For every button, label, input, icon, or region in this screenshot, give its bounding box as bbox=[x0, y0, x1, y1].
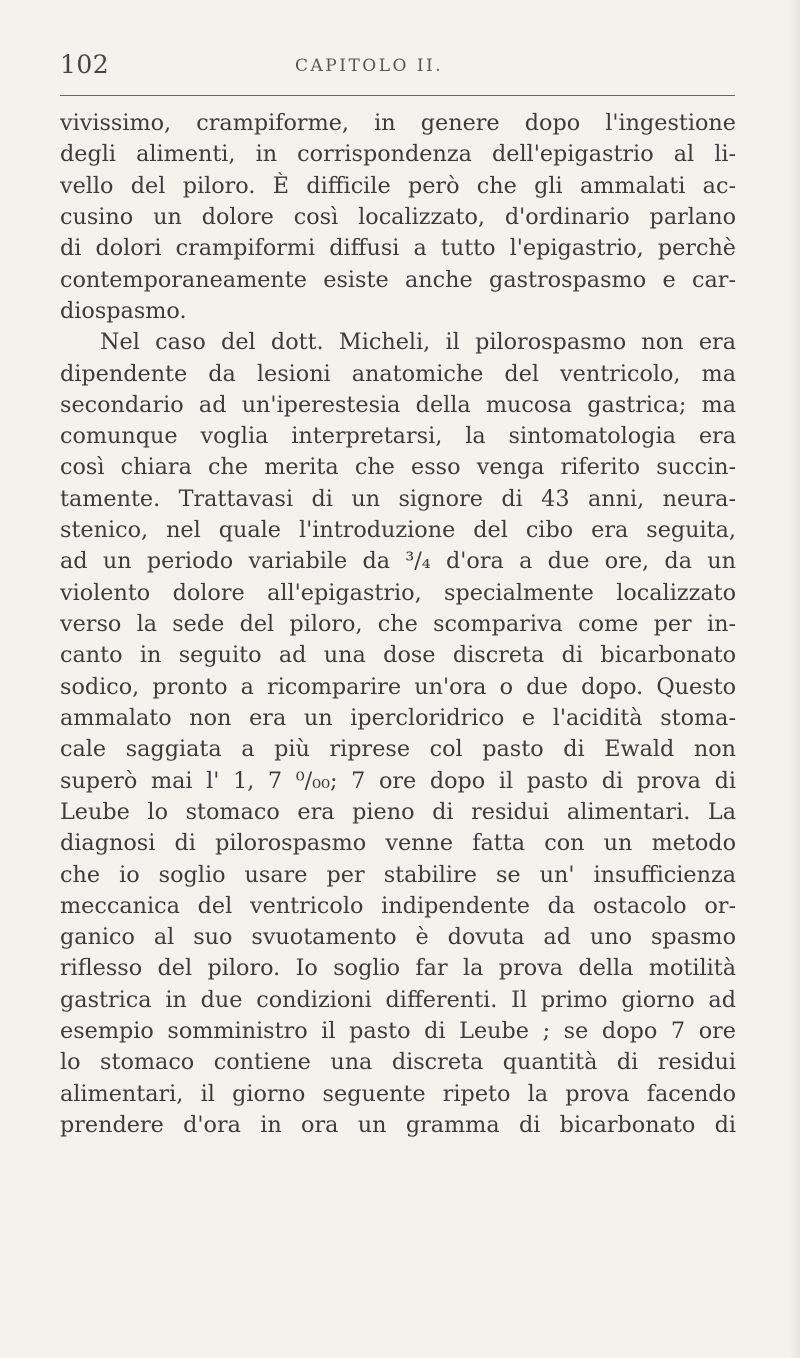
text-line: che io soglio usare per stabilire se un' insufficienza bbox=[60, 861, 736, 888]
text-line: ad un periodo variabile da ³/₄ d'ora a due ore, da un bbox=[60, 548, 736, 575]
body-text bbox=[60, 108, 736, 1141]
text-line: ammalato non era un ipercloridrico e l'acidità stoma- bbox=[60, 704, 736, 731]
text-line: verso la sede del piloro, che scompariva come per in- bbox=[60, 611, 736, 637]
text-line: sodico, pronto a ricomparire un'ora o due dopo. Questo bbox=[60, 673, 736, 700]
text-line: prendere d'ora in ora un gramma di bicarbonato di bbox=[60, 1112, 736, 1138]
text-line: canto in seguito ad una dose discreta di bicarbonato bbox=[60, 642, 736, 669]
text-line: vivissimo, crampiforme, in genere dopo l'ingestione bbox=[60, 110, 736, 136]
text-line: diospasmo. bbox=[60, 297, 187, 324]
text-line: degli alimenti, in corrispondenza dell'epigastrio al li- bbox=[60, 141, 736, 168]
page-number: 102 bbox=[60, 50, 110, 79]
text-line: esempio somministro il pasto di Leube ; se dopo 7 ore bbox=[60, 1018, 736, 1045]
text-line: dipendente da lesioni anatomiche del ventricolo, ma bbox=[60, 360, 736, 387]
running-head: CAPITOLO II. bbox=[295, 56, 444, 76]
text-line: lo stomaco contiene una discreta quantità di residui bbox=[60, 1049, 736, 1076]
text-line: gastrica in due condizioni differenti. Il primo giorno ad bbox=[60, 986, 736, 1013]
text-line: diagnosi di pilorospasmo venne fatta con un metodo bbox=[60, 830, 736, 857]
text-line: secondario ad un'iperestesia della mucosa gastrica; ma bbox=[60, 391, 736, 418]
header-rule bbox=[60, 95, 735, 96]
text-line: superò mai l' 1, 7 ⁰/₀₀; 7 ore dopo il pasto di prova di bbox=[60, 767, 736, 794]
text-line: violento dolore all'epigastrio, specialmente localizzato bbox=[60, 579, 736, 606]
page-header bbox=[60, 50, 720, 86]
text-line: alimentari, il giorno seguente ripeto la prova facendo bbox=[60, 1080, 736, 1107]
text-line: così chiara che merita che esso venga riferito succin- bbox=[60, 454, 736, 481]
text-line: comunque voglia interpretarsi, la sintomatologia era bbox=[60, 423, 736, 450]
text-line: cusino un dolore così localizzato, d'ordinario parlano bbox=[60, 203, 736, 230]
text-line: Nel caso del dott. Micheli, il pilorospasmo non era bbox=[100, 329, 736, 356]
text-line: riflesso del piloro. Io soglio far la prova della motilità bbox=[60, 955, 736, 982]
text-line: ganico al suo svuotamento è dovuta ad uno spasmo bbox=[60, 924, 736, 951]
text-line: vello del piloro. È difficile però che gli ammalati ac- bbox=[60, 172, 736, 199]
text-line: di dolori crampiformi diffusi a tutto l'epigastrio, perchè bbox=[60, 235, 736, 262]
text-line: Leube lo stomaco era pieno di residui alimentari. La bbox=[60, 798, 736, 825]
page-edge-shadow bbox=[788, 0, 800, 1358]
text-line: contemporaneamente esiste anche gastrospasmo e car- bbox=[60, 266, 736, 293]
text-line: tamente. Trattavasi di un signore di 43 anni, neura- bbox=[60, 485, 736, 512]
text-line: meccanica del ventricolo indipendente da ostacolo or- bbox=[60, 892, 736, 919]
text-line: stenico, nel quale l'introduzione del cibo era seguita, bbox=[60, 517, 736, 544]
text-line: cale saggiata a più riprese col pasto di Ewald non bbox=[60, 736, 736, 763]
